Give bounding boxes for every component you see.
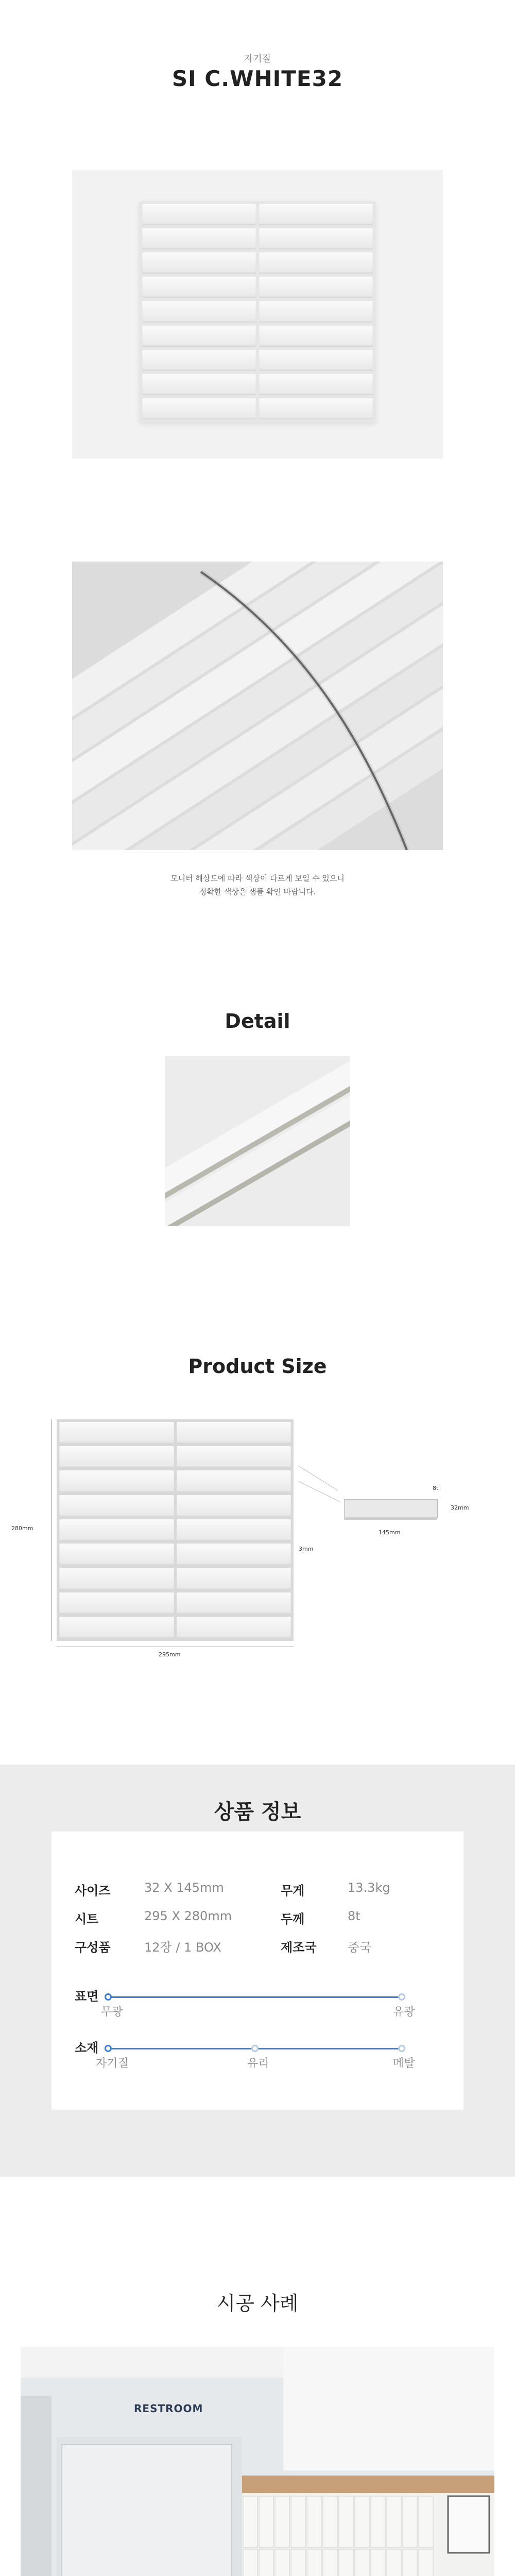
info-value-components: 12장 / 1 BOX xyxy=(144,1940,221,1955)
tile-strip xyxy=(259,398,373,419)
tile-strip xyxy=(177,1519,291,1541)
info-value-sheet: 295 X 280mm xyxy=(144,1909,232,1923)
material-option-porcelain: 자기질 xyxy=(96,2057,129,2070)
tile-strip xyxy=(59,1519,174,1541)
tile-strip xyxy=(259,204,373,225)
tile-strip xyxy=(59,1544,174,1565)
color-notice xyxy=(0,872,515,899)
wall-tile xyxy=(419,2496,433,2548)
info-label-thickness: 두께 xyxy=(281,1912,305,1926)
product-info-section xyxy=(0,1765,515,2177)
sheet-width-label: 295mm xyxy=(159,1651,181,1658)
wall-tile xyxy=(371,2549,385,2576)
wall-tile xyxy=(355,2496,369,2548)
info-value-origin: 중국 xyxy=(348,1940,372,1955)
tile-thickness-label: 8t xyxy=(433,1485,439,1492)
tile-strip xyxy=(142,204,256,225)
wall-tile xyxy=(291,2496,305,2548)
info-label-weight: 무게 xyxy=(281,1884,305,1898)
wall-tile xyxy=(291,2549,305,2576)
wall-tile xyxy=(307,2496,321,2548)
tile-strip xyxy=(59,1617,174,1638)
product-sheet-photo xyxy=(72,170,443,459)
wall-tile xyxy=(371,2496,385,2548)
tile-strip xyxy=(142,350,256,371)
wall-tile xyxy=(355,2549,369,2576)
detail-photo xyxy=(165,1056,350,1226)
wall-tile xyxy=(387,2549,401,2576)
wall-tile xyxy=(339,2496,353,2548)
tile-strip xyxy=(59,1495,174,1517)
surface-track xyxy=(108,1996,402,1998)
surface-option-matte: 무광 xyxy=(101,2006,123,2019)
tile-strip xyxy=(59,1470,174,1492)
size-guide-line-2 xyxy=(299,1481,340,1502)
wall-tile xyxy=(243,2549,258,2576)
tile-strip xyxy=(259,326,373,347)
wall-tile xyxy=(243,2496,258,2548)
wall-tile xyxy=(403,2496,417,2548)
tile-strip xyxy=(177,1592,291,1614)
wall-tile xyxy=(307,2549,321,2576)
case-photo-restroom xyxy=(21,2347,494,2576)
tile-strip xyxy=(259,277,373,298)
size-sheet-diagram xyxy=(57,1419,294,1641)
tile-closeup-photo xyxy=(72,562,443,850)
tile-strip xyxy=(259,350,373,371)
wall-tile xyxy=(403,2549,417,2576)
tile-length-label: 145mm xyxy=(379,1529,401,1536)
tile-strip xyxy=(59,1592,174,1614)
tile-strip xyxy=(177,1617,291,1638)
surface-option-gloss: 유광 xyxy=(393,2006,415,2019)
wall-tile xyxy=(275,2496,289,2548)
tile-strip xyxy=(259,374,373,395)
product-size-title: Product Size xyxy=(188,1355,327,1378)
surface-option-dot-gloss xyxy=(398,1993,405,2001)
tile-strip xyxy=(259,301,373,322)
material-option-dot-metal xyxy=(398,2045,405,2052)
tile-strip xyxy=(177,1544,291,1565)
wall-tile xyxy=(323,2549,337,2576)
size-guide-line-1 xyxy=(298,1466,338,1491)
tile-strip xyxy=(259,252,373,274)
material-label: 소재 xyxy=(75,2041,99,2055)
wall-tile xyxy=(419,2549,433,2576)
tile-strip xyxy=(177,1422,291,1444)
tile-strip xyxy=(142,398,256,419)
tile-strip xyxy=(177,1495,291,1517)
material-option-metal: 메탈 xyxy=(393,2057,415,2070)
cases-title: 시공 사례 xyxy=(216,2292,299,2315)
tile-strip xyxy=(142,326,256,347)
info-label-components: 구성품 xyxy=(75,1940,111,1955)
wall-tile xyxy=(259,2549,273,2576)
tile-strip xyxy=(142,374,256,395)
detail-title: Detail xyxy=(225,1010,290,1032)
tile-sheet xyxy=(139,201,376,422)
material-option-dot-porcelain xyxy=(105,2045,112,2052)
notice-line-1: 모니터 해상도에 따라 색상이 다르게 보일 수 있으니 xyxy=(170,874,345,883)
wall-tile xyxy=(259,2496,273,2548)
info-value-weight: 13.3kg xyxy=(348,1880,390,1895)
wall-tile xyxy=(323,2496,337,2548)
info-value-thickness: 8t xyxy=(348,1909,360,1923)
material-option-glass: 유리 xyxy=(247,2057,269,2070)
detail-illustration xyxy=(165,1056,350,1226)
restroom-sign: RESTROOM xyxy=(134,2402,203,2415)
restroom-illustration xyxy=(21,2347,494,2576)
wall-tile xyxy=(387,2496,401,2548)
info-label-size: 사이즈 xyxy=(75,1884,111,1898)
info-label-sheet: 시트 xyxy=(75,1912,99,1926)
tile-strip xyxy=(142,252,256,274)
tile-strip xyxy=(177,1446,291,1468)
tile-strip xyxy=(59,1422,174,1444)
tile-strip xyxy=(142,228,256,249)
joint-label: 3mm xyxy=(299,1546,314,1552)
tile-strip xyxy=(177,1568,291,1589)
notice-line-2: 정확한 색상은 샘플 확인 바랍니다. xyxy=(199,887,316,896)
product-info-card xyxy=(52,1832,464,2110)
tile-strip xyxy=(142,301,256,322)
tile-strip xyxy=(177,1470,291,1492)
single-tile-diagram xyxy=(344,1499,438,1518)
product-category: 자기질 xyxy=(244,54,271,64)
wall-tile xyxy=(275,2549,289,2576)
closeup-illustration xyxy=(72,562,443,850)
sheet-height-label: 280mm xyxy=(11,1525,33,1532)
surface-option-dot-matte xyxy=(105,1993,112,2001)
product-name: SI C.WHITE32 xyxy=(171,66,344,91)
wall-tile xyxy=(339,2549,353,2576)
info-label-origin: 제조국 xyxy=(281,1940,317,1955)
info-value-size: 32 X 145mm xyxy=(144,1880,224,1895)
single-tile-edge xyxy=(344,1517,437,1520)
surface-label: 표면 xyxy=(75,1989,99,2004)
tile-strip xyxy=(59,1446,174,1468)
tile-strip xyxy=(59,1568,174,1589)
tile-height-label: 32mm xyxy=(451,1504,469,1511)
material-option-dot-glass xyxy=(251,2045,259,2052)
tile-strip xyxy=(142,277,256,298)
tile-strip xyxy=(259,228,373,249)
product-info-title: 상품 정보 xyxy=(214,1800,301,1824)
